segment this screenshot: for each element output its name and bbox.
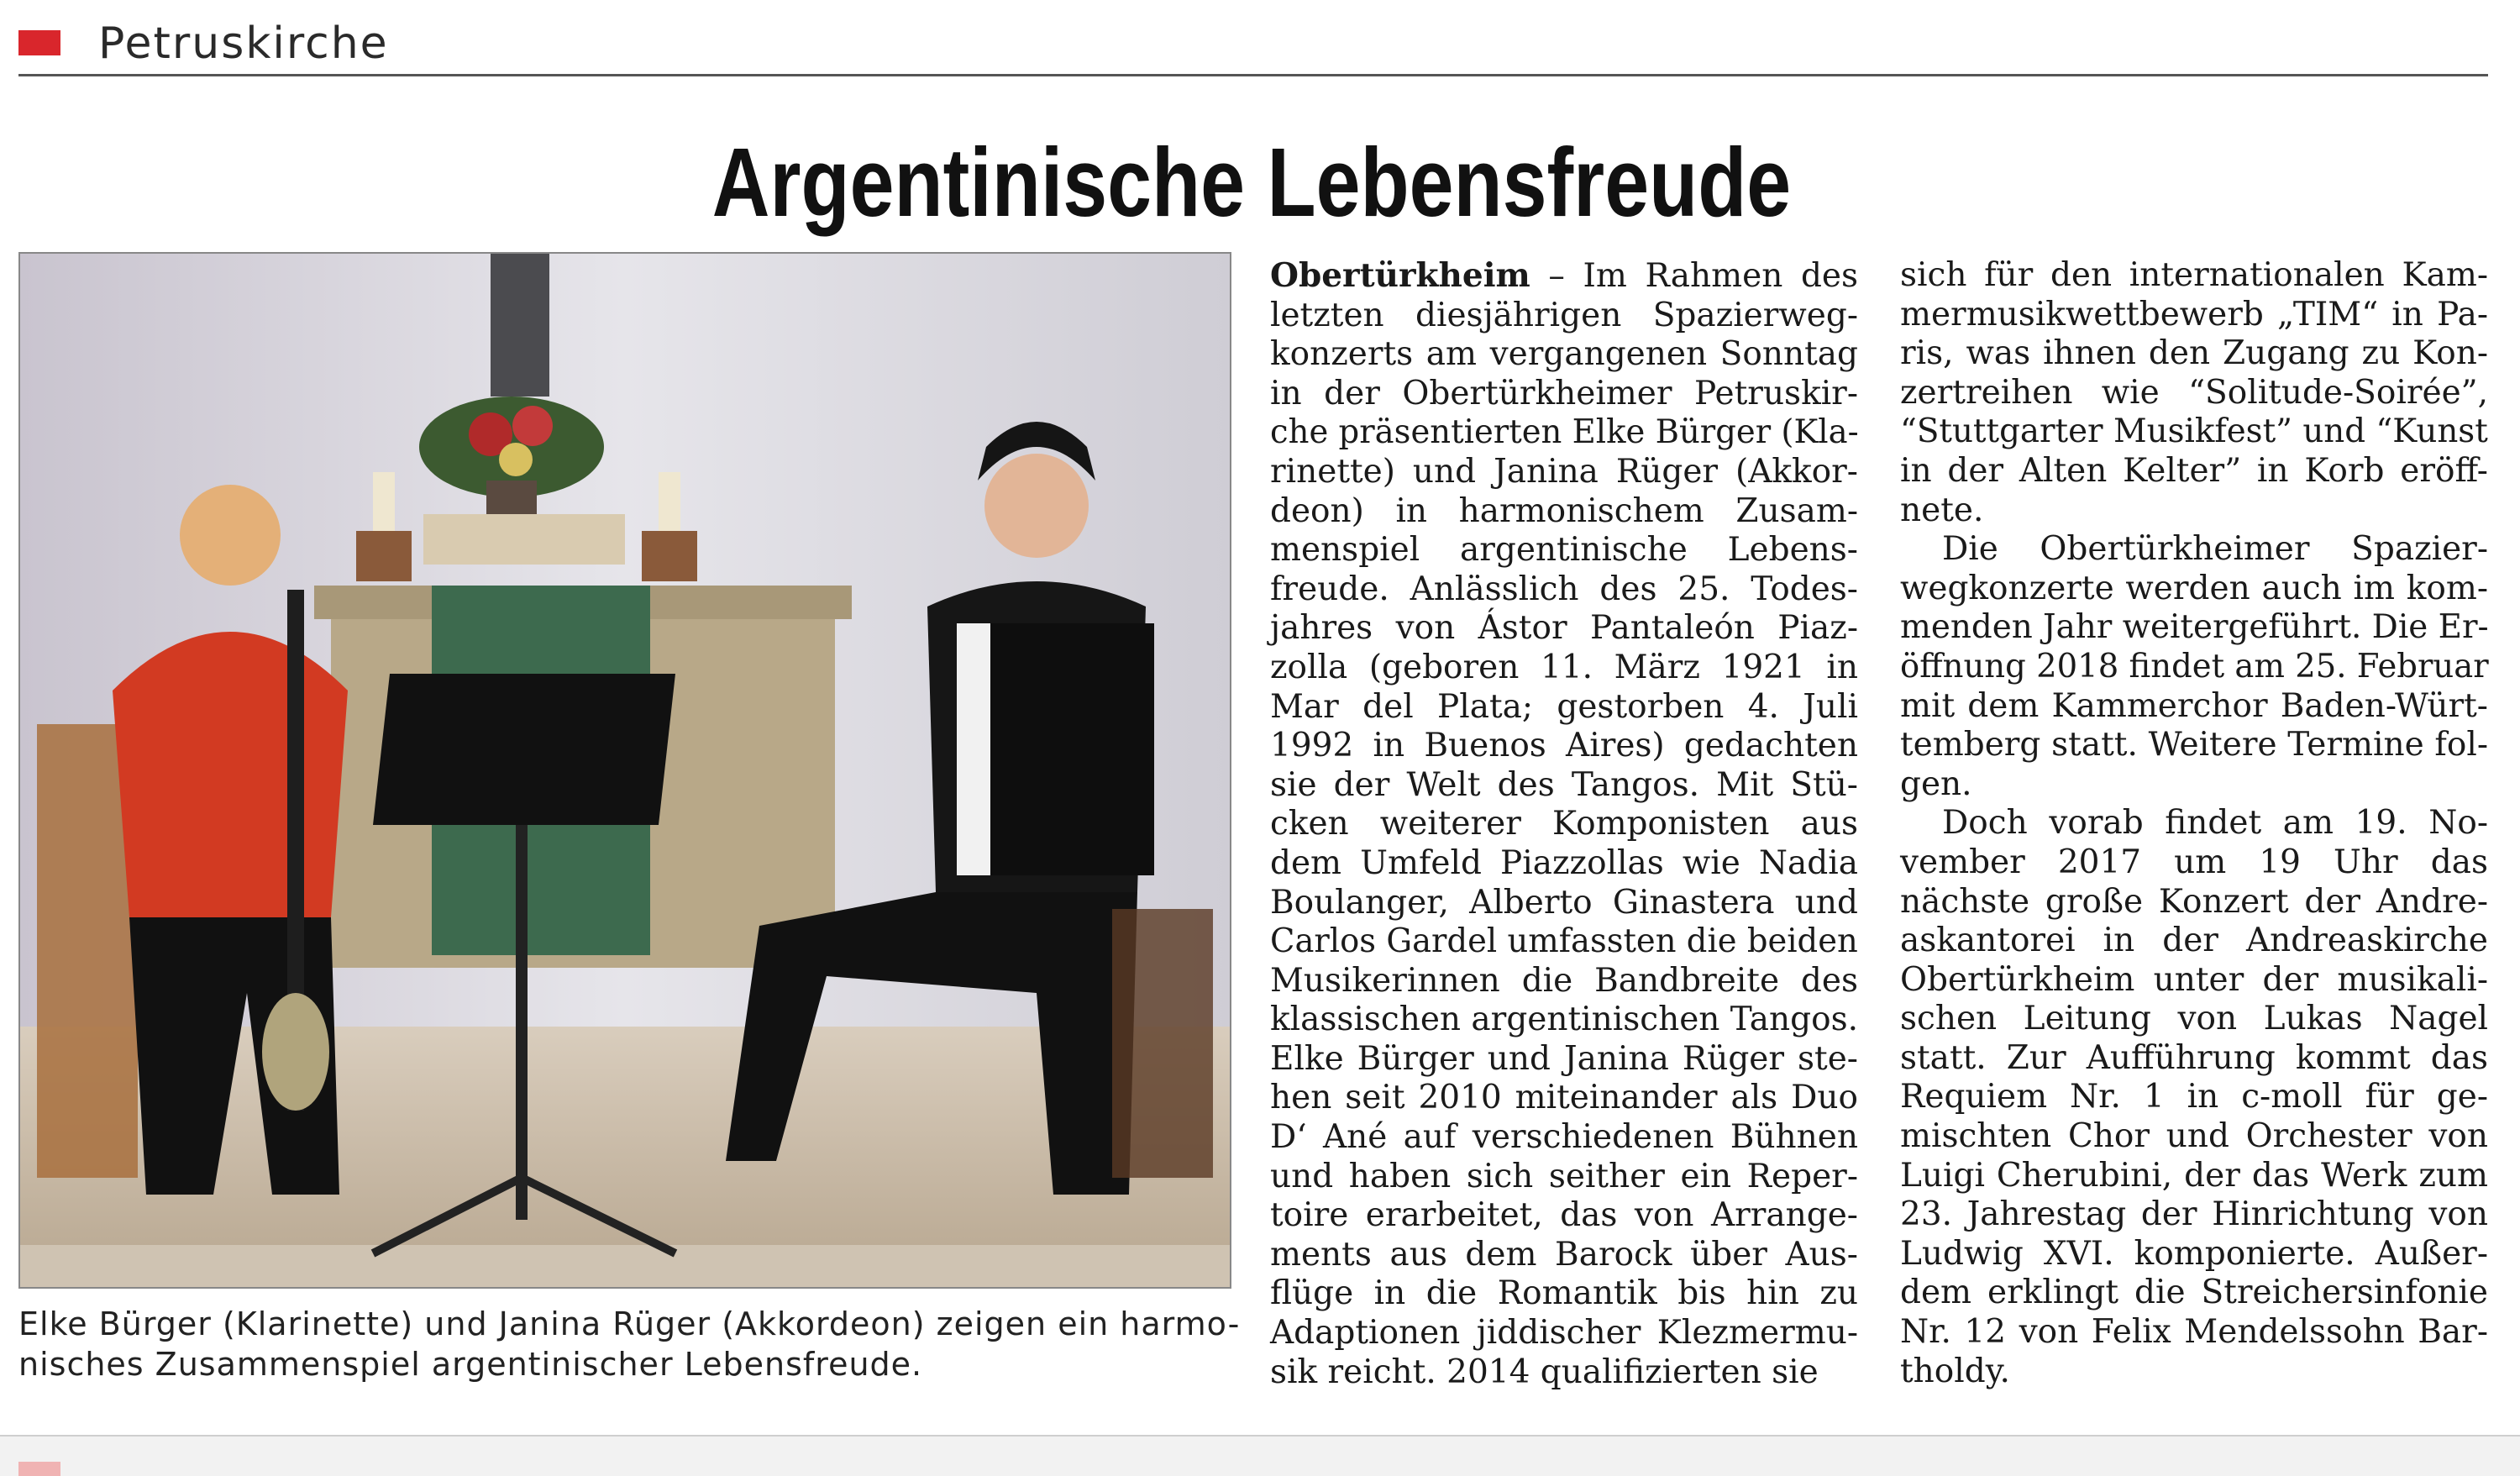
column-line: jahres von Ástor Pantaleón Piaz- <box>1270 609 1858 648</box>
article-column-2 <box>1900 256 2488 1391</box>
column-line: 1992 in Buenos Aires) gedachten <box>1270 727 1858 765</box>
column-line <box>1270 256 1858 297</box>
column-line: Carlos Gardel umfassten die beiden <box>1270 922 1858 961</box>
column-line: flüge in die Romantik bis hin zu <box>1270 1274 1858 1313</box>
caption-line: nisches Zusammenspiel argentinischer Lebensfreude. <box>18 1346 923 1383</box>
column-line: dem Umfeld Piazzollas wie Nadia <box>1270 843 1858 882</box>
column-line: ments aus dem Barock über Aus- <box>1270 1235 1858 1274</box>
dateline: Obertürkheim <box>1270 256 1530 295</box>
concert-photo-illustration <box>20 254 1230 1287</box>
column-line: konzerts am vergangenen Sonntag <box>1270 335 1858 374</box>
column-line: Requiem Nr. 1 in c-moll für ge- <box>1900 1078 2488 1116</box>
column-line: tholdy. <box>1900 1352 2010 1390</box>
column-line: Ludwig XVI. komponierte. Außer- <box>1900 1234 2488 1273</box>
column-line: menspiel argentinische Lebens- <box>1270 531 1858 570</box>
column-line: sik reicht. 2014 qualifizierten sie <box>1270 1353 1819 1391</box>
column-line: Adaptionen jiddischer Klezmermu- <box>1270 1314 1858 1353</box>
caption-line: Elke Bürger (Klarinette) und Janina Rüger (Akkordeon) zeigen ein harmo- <box>18 1305 1241 1342</box>
column-line: Mar del Plata; gestorben 4. Juli <box>1270 687 1858 726</box>
column-line: mermusikwettbewerb „TIM“ in Pa- <box>1900 295 2488 334</box>
column-line: “Stuttgarter Musikfest” und “Kunst <box>1900 412 2488 451</box>
section-header <box>18 15 2488 76</box>
next-article-strip <box>0 1435 2520 1476</box>
column-line: temberg statt. Weitere Termine fol- <box>1900 726 2488 764</box>
column-line: zolla (geboren 11. März 1921 in <box>1270 648 1858 686</box>
column-line: dem erklingt die Streichersinfonie <box>1900 1274 2488 1312</box>
column-line: che präsentierten Elke Bürger (Kla- <box>1270 413 1859 452</box>
column-line: wegkonzerte werden auch im kom- <box>1900 569 2488 607</box>
article-column-1 <box>1270 256 1858 1392</box>
photo-caption <box>18 1304 1241 1384</box>
column-line: sie der Welt des Tangos. Mit Stü- <box>1270 765 1858 804</box>
column-line: mischten Chor und Orchester von <box>1900 1117 2488 1156</box>
column-line: statt. Zur Aufführung kommt das <box>1900 1038 2488 1077</box>
column-line: menden Jahr weitergeführt. Die Er- <box>1900 608 2489 647</box>
column-line: zertreihen wie “Solitude-Soirée”, <box>1900 373 2488 412</box>
column-line: sich für den internationalen Kam- <box>1900 256 2488 294</box>
column-line: mit dem Kammerchor Baden-Würt- <box>1900 686 2488 725</box>
column-line: schen Leitung von Lukas Nagel <box>1900 1000 2488 1038</box>
column-line: in der Alten Kelter” in Korb eröff- <box>1900 451 2488 490</box>
column-line: D‘ Ané auf verschiedenen Bühnen <box>1270 1118 1858 1157</box>
column-line: nächste große Konzert der Andre- <box>1900 882 2488 921</box>
column-line: öffnung 2018 findet am 25. Februar <box>1900 647 2489 685</box>
column-line: nete. <box>1900 491 1984 529</box>
next-section-marker <box>18 1462 60 1476</box>
article-headline: Argentinische Lebensfreude <box>711 128 1792 237</box>
lead-text: – Im Rahmen des <box>1530 257 1858 295</box>
column-line: und haben sich seither ein Reper- <box>1270 1157 1858 1195</box>
column-line: toire erarbeitet, das von Arrange- <box>1270 1196 1858 1235</box>
column-line: Boulanger, Alberto Ginastera und <box>1270 883 1858 922</box>
column-line: gen. <box>1900 764 1972 803</box>
section-marker <box>18 30 60 55</box>
column-line: deon) in harmonischem Zusam- <box>1270 491 1858 530</box>
article-photo <box>18 252 1231 1289</box>
column-line: Elke Bürger und Janina Rüger ste- <box>1270 1039 1858 1078</box>
column-line: Die Obertürkheimer Spazier- <box>1942 530 2488 569</box>
column-line: 23. Jahrestag der Hinrichtung von <box>1900 1195 2488 1234</box>
column-line: cken weiterer Komponisten aus <box>1270 805 1858 843</box>
column-line: Obertürkheim unter der musikali- <box>1900 960 2488 999</box>
column-line: ris, was ihnen den Zugang zu Kon- <box>1900 334 2488 373</box>
column-line: hen seit 2010 miteinander als Duo <box>1270 1079 1858 1117</box>
column-line: letzten diesjährigen Spazierweg- <box>1270 296 1858 334</box>
column-line: rinette) und Janina Rüger (Akkor- <box>1270 452 1858 491</box>
column-line: in der Obertürkheimer Petruskir- <box>1270 374 1858 412</box>
section-title: Petruskirche <box>98 18 389 69</box>
column-line: Nr. 12 von Felix Mendelssohn Bar- <box>1900 1313 2488 1352</box>
column-line: vember 2017 um 19 Uhr das <box>1900 843 2488 881</box>
column-line: askantorei in der Andreaskirche <box>1900 922 2488 960</box>
column-line: Doch vorab findet am 19. No- <box>1942 804 2488 843</box>
column-line: klassischen argentinischen Tangos. <box>1270 1001 1859 1039</box>
column-line: freude. Anlässlich des 25. Todes- <box>1270 570 1858 608</box>
column-line: Luigi Cherubini, der das Werk zum <box>1900 1156 2488 1195</box>
column-line: Musikerinnen die Bandbreite des <box>1270 961 1858 1000</box>
